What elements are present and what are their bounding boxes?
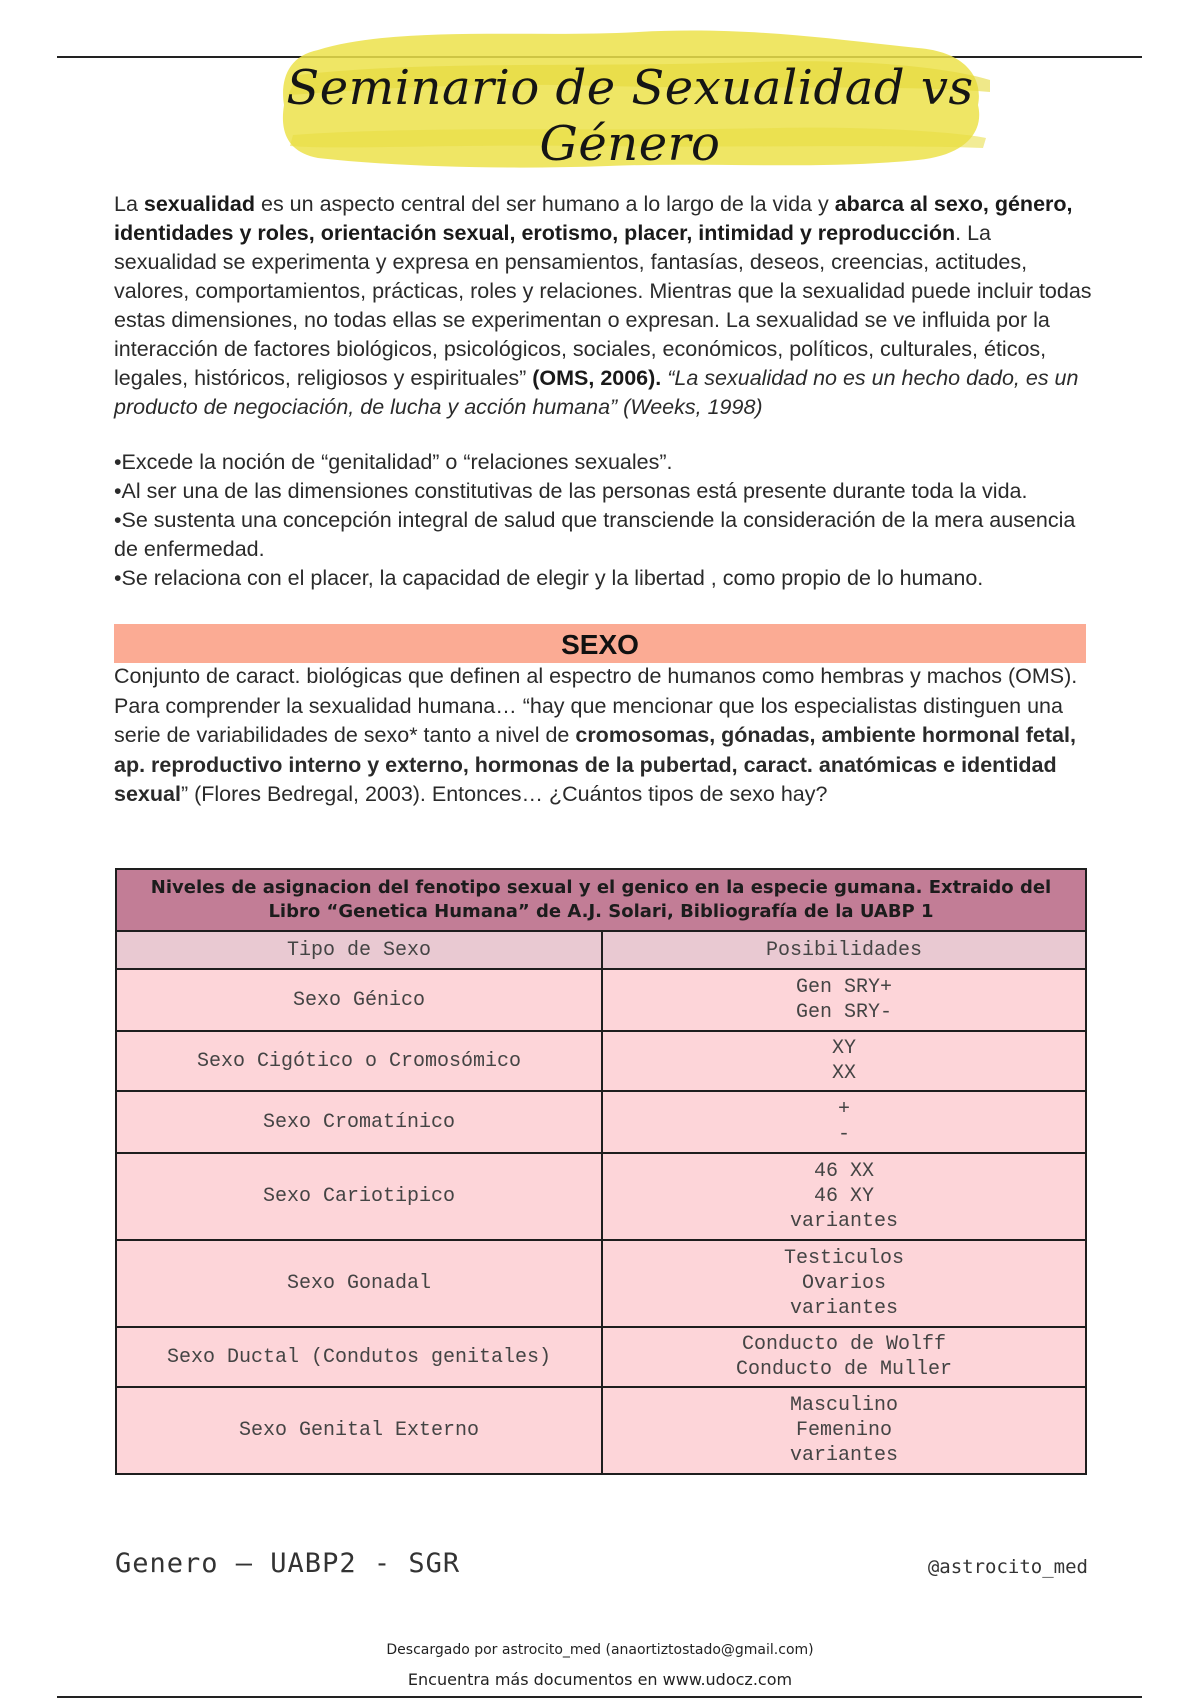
tipo-cell: Sexo Gonadal bbox=[116, 1240, 602, 1327]
udocz-link[interactable]: Encuentra más documentos en www.udocz.com bbox=[407, 1670, 793, 1689]
tipo-cell: Sexo Genital Externo bbox=[116, 1387, 602, 1474]
sexo-explanation: Para comprender la sexualidad humana… “hay que mencionar que los especialistas distinguen una serie de variabilidades de sexo* tanto a nivel de cromosomas, gónadas, ambiente hormonal fetal, ap. reproductivo interno y externo, hormonas de la pubertad, caract. anatómicas e identidad sexual” (Flores Bedregal, 2003). Entonces… ¿Cuántos tipos de sexo hay? bbox=[114, 693, 1076, 806]
footer-course-label: Genero — UABP2 - SGR bbox=[115, 1548, 461, 1579]
column-header-posibilidades: Posibilidades bbox=[602, 931, 1086, 969]
table-row bbox=[116, 969, 1086, 1031]
sexo-paragraphs bbox=[114, 662, 1098, 810]
download-notice: Descargado por astrocito_med (anaortiztostado@gmail.com) bbox=[386, 1642, 814, 1658]
table-row bbox=[116, 1327, 1086, 1387]
bullet-item: •Se sustenta una concepción integral de salud que transciende la consideración de la mera ausencia de enfermedad. bbox=[114, 508, 1076, 561]
page-title: Seminario de Sexualidad vs Género bbox=[286, 60, 974, 172]
table-row bbox=[116, 1031, 1086, 1091]
table-caption: Niveles de asignacion del fenotipo sexual y el genico en la especie gumana. Extraido del Libro “Genetica Humana” de A.J. Solari, Bibliografía de la UABP 1 bbox=[116, 869, 1086, 931]
intro-paragraph: La sexualidad es un aspecto central del ser humano a lo largo de la vida y abarca al sexo, género, identidades y roles, orientación sexual, erotismo, placer, intimidad y reproducción. La sexualidad se experimenta y expresa en pensamientos, fantasías, deseos, creencias, actitudes, valores, comportamientos, prácticas, roles y relaciones. Mientras que la sexualidad puede incluir todas estas dimensiones, no todas ellas se experimentan o expresan. La sexualidad se ve influida por la interacción de factores biológicos, psicológicos, sociales, económicos, políticos, culturales, éticos, legales, históricos, religiosos y espirituales” (OMS, 2006). “La sexualidad no es un hecho dado, es un producto de negociación, de lucha y acción humana” (Weeks, 1998) bbox=[114, 192, 1092, 419]
tipo-cell: Sexo Ductal (Condutos genitales) bbox=[116, 1327, 602, 1387]
posibilidades-cell: Gen SRY+ Gen SRY- bbox=[602, 969, 1086, 1031]
bullet-item: •Se relaciona con el placer, la capacidad de elegir y la libertad , como propio de lo humano. bbox=[114, 566, 984, 590]
bottom-rule bbox=[57, 1696, 1142, 1698]
sexo-definition: Conjunto de caract. biológicas que definen al espectro de humanos como hembras y machos (OMS). bbox=[114, 664, 1078, 688]
table-row bbox=[116, 1091, 1086, 1153]
posibilidades-cell: Conducto de Wolff Conducto de Muller bbox=[602, 1327, 1086, 1387]
posibilidades-cell: XY XX bbox=[602, 1031, 1086, 1091]
sex-types-table bbox=[115, 868, 1087, 1475]
bullet-item: •Excede la noción de “genitalidad” o “relaciones sexuales”. bbox=[114, 450, 673, 474]
section-heading-sexo: SEXO bbox=[114, 624, 1086, 663]
posibilidades-cell: Masculino Femenino variantes bbox=[602, 1387, 1086, 1474]
table-row bbox=[116, 1387, 1086, 1474]
tipo-cell: Sexo Cigótico o Cromosómico bbox=[116, 1031, 602, 1091]
footer-author-handle: @astrocito_med bbox=[927, 1556, 1088, 1578]
bullet-item: •Al ser una de las dimensiones constitutivas de las personas está presente durante toda la vida. bbox=[114, 479, 1028, 503]
table-row bbox=[116, 1240, 1086, 1327]
tipo-cell: Sexo Cromatínico bbox=[116, 1091, 602, 1153]
column-header-tipo: Tipo de Sexo bbox=[116, 931, 602, 969]
tipo-cell: Sexo Génico bbox=[116, 969, 602, 1031]
posibilidades-cell: 46 XX 46 XY variantes bbox=[602, 1153, 1086, 1240]
tipo-cell: Sexo Cariotipico bbox=[116, 1153, 602, 1240]
posibilidades-cell: + - bbox=[602, 1091, 1086, 1153]
bullet-list bbox=[114, 448, 1094, 593]
table-row bbox=[116, 1153, 1086, 1240]
posibilidades-cell: Testiculos Ovarios variantes bbox=[602, 1240, 1086, 1327]
